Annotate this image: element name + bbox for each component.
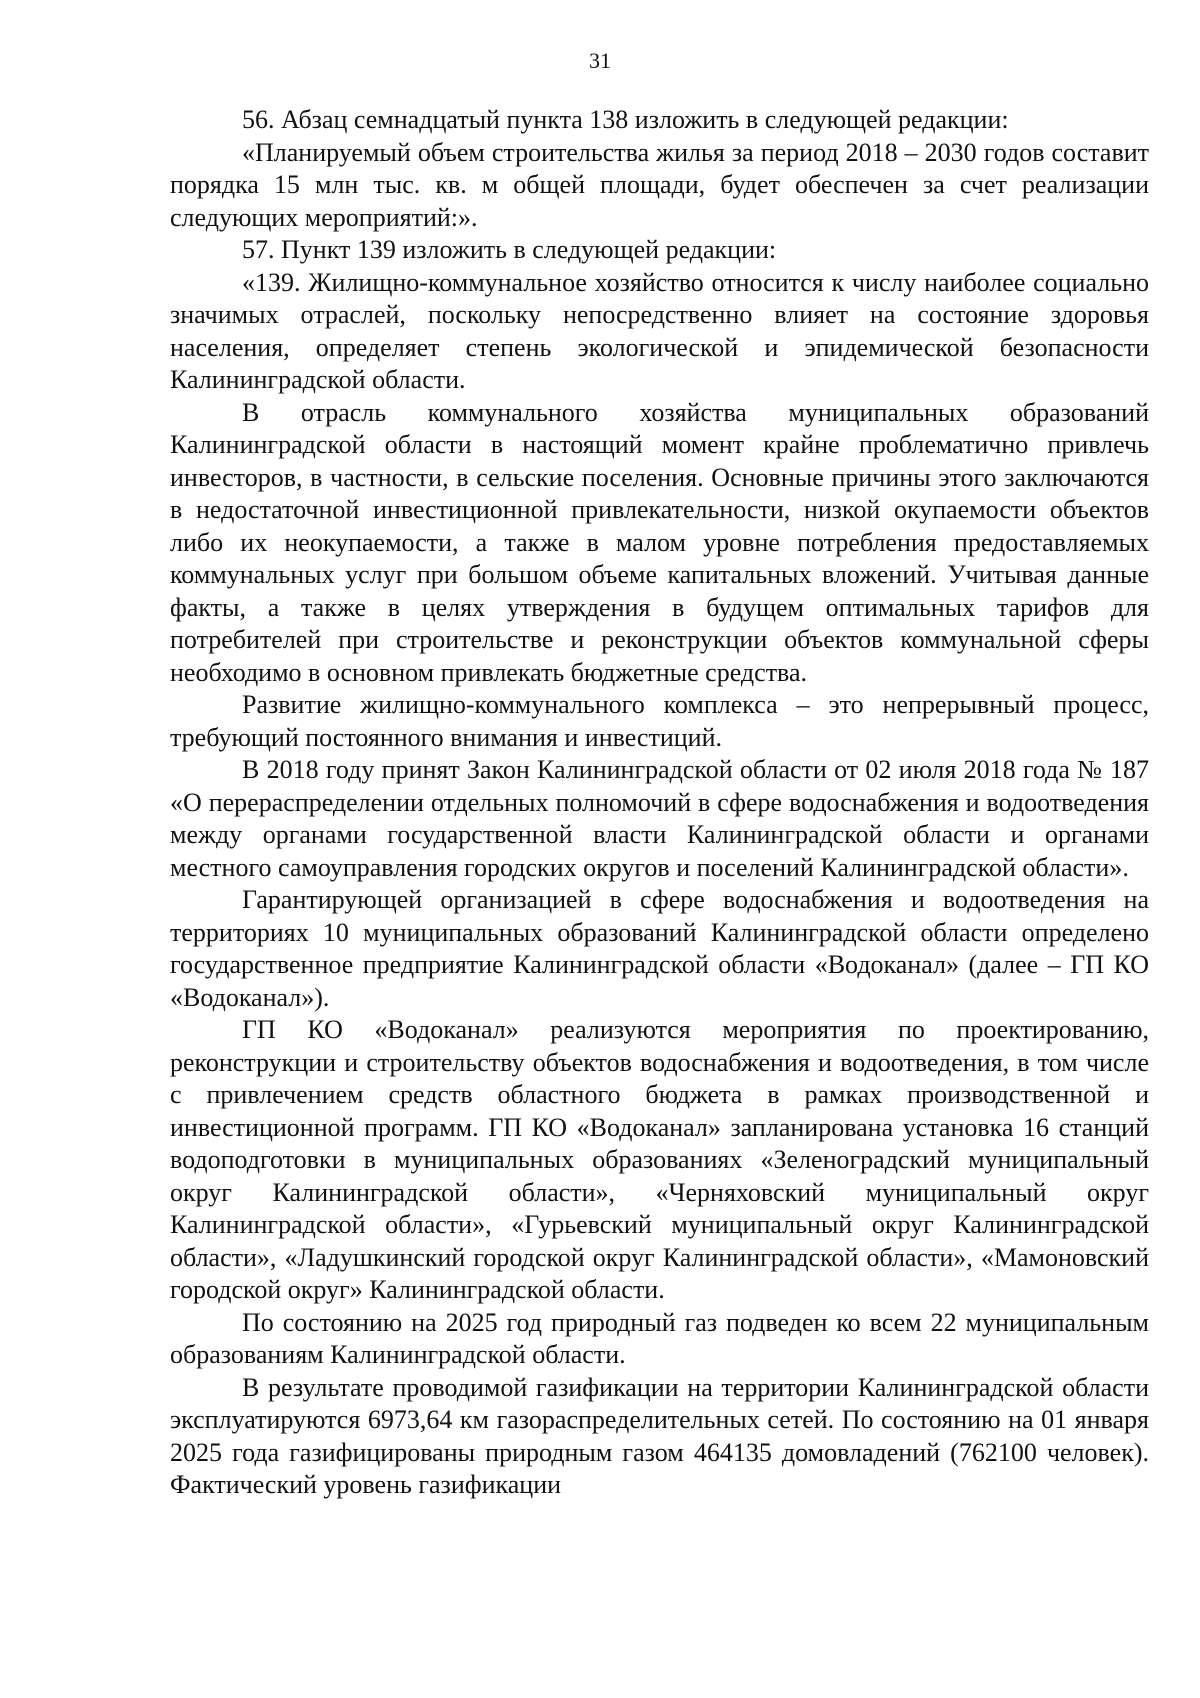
paragraph-law-2018: В 2018 году принят Закон Калининградской области от 02 июля 2018 года № 187 «О перераспределении отдельных полномочий в сфере водоснабжения и водоотведения между органами государственной власти Калининградской области и органами местного самоуправления городских округов и поселений Калининградской области». [170,755,1149,882]
paragraph-item-57: 57. Пункт 139 изложить в следующей редакции: [242,235,777,264]
paragraph-item-56: 56. Абзац семнадцатый пункта 138 изложить в следующей редакции: [242,105,1009,134]
paragraph-gas-2025: По состоянию на 2025 год природный газ подведен ко всем 22 муниципальным образованиям Калининградской области. [170,1307,1149,1369]
paragraph-139-intro: «139. Жилищно-коммунальное хозяйство относится к числу наиболее социально значимых отраслей, поскольку непосредственно влияет на состояние здоровья населения, определяет степень экологической и эпидемической безопасности Калининградской области. [170,267,1149,394]
paragraph-development: Развитие жилищно-коммунального комплекса – это непрерывный процесс, требующий постоянного внимания и инвестиций. [170,690,1149,752]
paragraph-guarantor: Гарантирующей организацией в сфере водоснабжения и водоотведения на территориях 10 муниципальных образований Калининградской области определено государственное предприятие Калининградской области «Водоканал» (далее – ГП КО «Водоканал»). [170,885,1149,1012]
paragraph-vodokanal: ГП КО «Водоканал» реализуются мероприятия по проектированию, реконструкции и строительству объектов водоснабжения и водоотведения, в том числе с привлечением средств областного бюджета в рамках производственной и инвестиционной программ. ГП КО «Водоканал» запланирована установка 16 станций водоподготовки в муниципальных образованиях «Зеленоградский муниципальный округ Калининградской области», «Черняховский муниципальный округ Калининградской области», «Гурьевский муниципальный округ Калининградской области», «Ладушкинский городской округ Калининградской области», «Мамоновский городской округ» Калининградской области. [170,1015,1149,1304]
paragraph-planned-housing: «Планируемый объем строительства жилья за период 2018 – 2030 годов составит порядка 15 млн тыс. кв. м общей площади, будет обеспечен за счет реализации следующих мероприятий:». [170,137,1149,232]
page-number: 31 [589,48,611,73]
paragraph-gasification: В результате проводимой газификации на территории Калининградской области эксплуатируются 6973,64 км газораспределительных сетей. По состоянию на 01 января 2025 года газифицированы природным газом 464135 домовладений (762100 человек). Фактический уровень газификации [170,1372,1149,1499]
paragraph-communal-sector: В отрасль коммунального хозяйства муниципальных образований Калининградской области в настоящий момент крайне проблематично привлечь инвесторов, в частности, в сельские поселения. Основные причины этого заключаются в недостаточной инвестиционной привлекательности, низкой окупаемости объектов либо их неокупаемости, а также в малом уровне потребления предоставляемых коммунальных услуг при большом объеме капитальных вложений. Учитывая данные факты, а также в целях утверждения в будущем оптимальных тарифов для потребителей при строительстве и реконструкции объектов коммунальной сферы необходимо в основном привлекать бюджетные средства. [170,397,1149,687]
document-body [170,104,1149,1502]
